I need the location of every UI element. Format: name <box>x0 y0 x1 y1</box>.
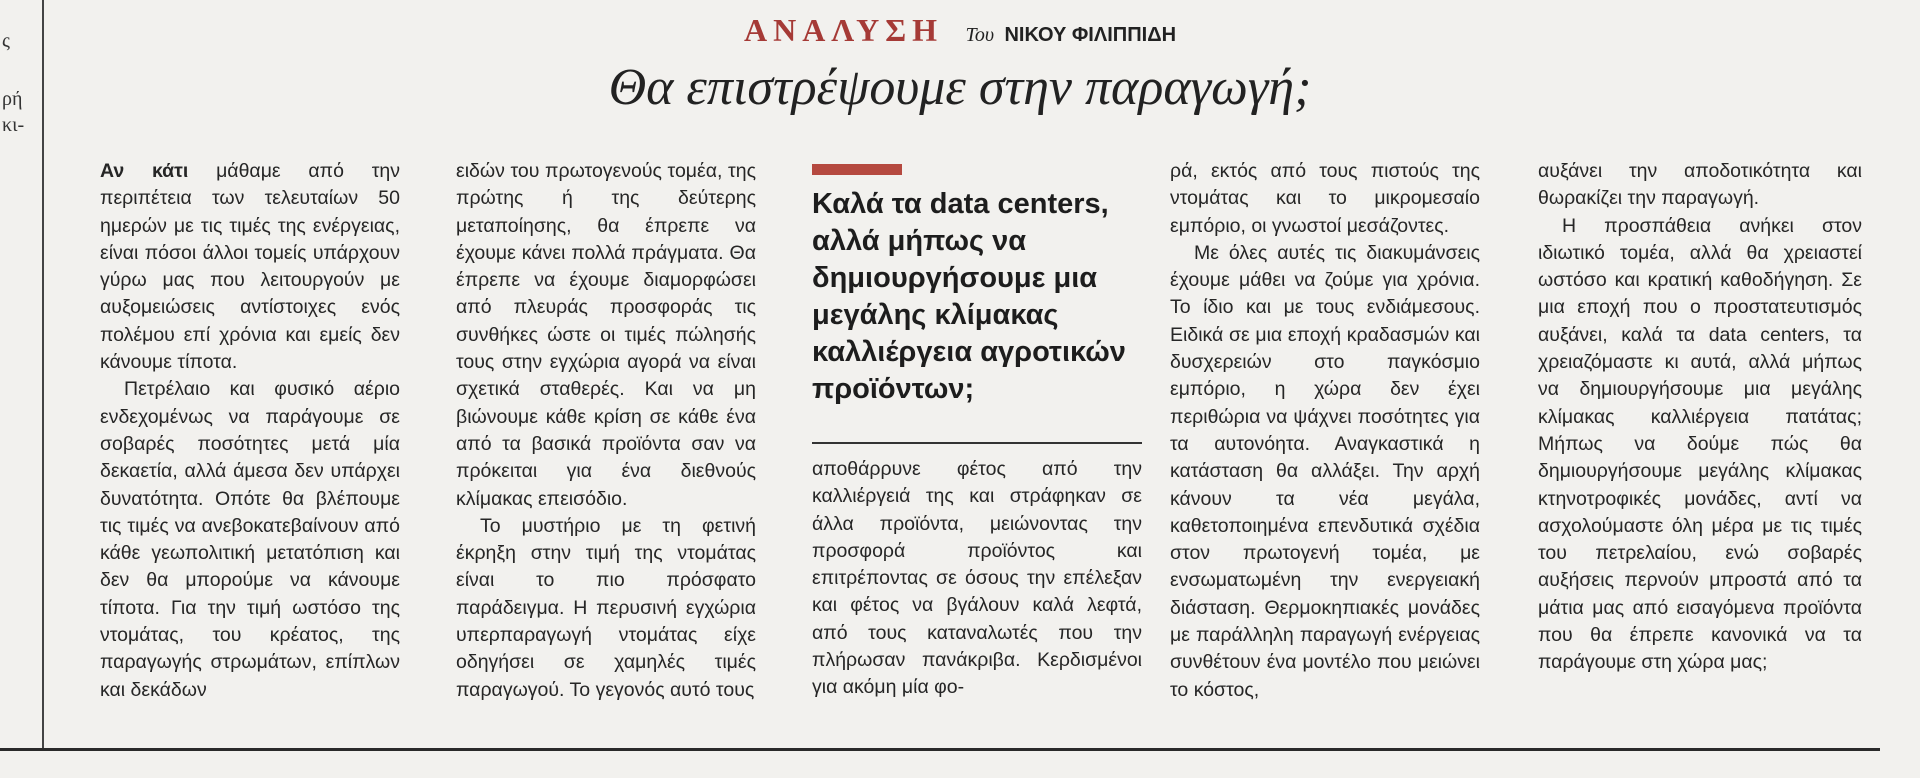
text-column-5 <box>1538 158 1862 718</box>
pull-quote-accent-bar <box>812 164 902 175</box>
section-label: ΑΝΑΛΥΣΗ <box>743 12 944 48</box>
column-2-paragraph-2: Το μυστήριο με τη φετινή έκρηξη στην τιμή της ντομάτας είναι το πιο πρόσφατο παράδειγμα. Η περυσινή εγχώρια υπερπαραγωγή ντομάτας είχε οδηγήσει σε χαμηλές τιμές παραγωγού. Το γεγονός αυτό τους <box>456 514 756 701</box>
column-4-paragraph-2: Με όλες αυτές τις διακυμάνσεις έχουμε μάθει να ζούμε για χρόνια. Το ίδιο και με τους ενδιάμεσους. Ειδικά σε μια εποχή κραδασμών και δυσχερειών στο παγκόσμιο εμπόριο, η χώρα δεν έχει περιθώρια να ψάχνει ποσότητες για τα αυτονόητα. Αναγκαστικά η κατάσταση θα αλλάξει. Την αρχή κάνουν τα νέα μεγάλα, καθετοποιημένα επενδυτικά σχέδια στον πρωτογενή τομέα, με ενσωματωμένη την ενεργειακή διάσταση. Θερμοκηπιακές μονάδες με παράλληλη παραγωγή ενέργειας συνθέτουν ένα μοντέλο που μειώνει το κόστος, <box>1170 241 1480 701</box>
column-5-paragraph-1: αυξάνει την αποδοτικότητα και θωρακίζει την παραγωγή. <box>1538 160 1862 210</box>
left-fragment-1: ς <box>2 30 10 52</box>
byline-prefix: Του <box>965 24 995 46</box>
column-4-paragraph-1: ρά, εκτός από τους πιστούς της ντομάτας και το μικρομεσαίο εμπόριο, οι γνωστοί μεσάζοντες. <box>1170 160 1480 237</box>
column-2-paragraph-1: ειδών του πρωτογενούς τομέα, της πρώτης ή της δεύτερης μεταποίησης, θα έπρεπε να έχουμε κάνει πολλά πράγματα. Θα έπρεπε να έχουμε διαμορφώσει από πλευράς προσφοράς τις συνθήκες ώστε οι τιμές πώλησής τους στην εγχώρια αγορά να είναι σχετικά σταθερές. Και να μη βιώνουμε κάθε κρίση σε κάθε ένα από τα βασικά προϊόντα σαν να πρόκειται για ένα διεθνούς κλίμακας επεισόδιο. <box>456 160 756 510</box>
left-fragment-2: ρή <box>2 88 23 110</box>
pull-quote-rule <box>812 442 1142 444</box>
column-5-paragraph-2: Η προσπάθεια ανήκει στον ιδιωτικό τομέα, αλλά θα χρειαστεί ωστόσο και κρατική καθοδήγηση. Σε μια εποχή που ο προστατευτισμός αυξάνει, καλά τα data centers, τα χρειαζόμαστε κι αυτά, αλλά μήπως να δημιουργήσουμε μια μεγάλης κλίμακας καλλιέργεια πατάτας; Μήπως να δούμε πώς θα δημιουργήσουμε μεγάλης κλίμακας κτηνοτροφικές μονάδες, αντί να ασχολούμαστε όλη μέρα με τις τιμές του πετρελαίου, ενώ σοβαρές αυξήσεις περνούν μπροστά από τα μάτια μας από εισαγόμενα προϊόντα που θα έπρεπε κανονικά να τα παράγουμε στη χώρα μας; <box>1538 214 1862 674</box>
text-column-4 <box>1170 158 1480 718</box>
left-fragment-3: κι- <box>2 114 25 136</box>
column-1-paragraph-1: μάθαμε από την περιπέτεια των τελευταίων 50 ημερών με τις τιμές της ενέργειας, είναι πόσοι άλλοι τομείς υπάρχουν γύρω μας που λειτουργούν με αυξομειώσεις αντίστοιχες ενός πολέμου επί χρόνια και εμείς δεν κάνουμε τίποτα. <box>100 160 400 374</box>
column-3-paragraph-1: αποθάρρυνε φέτος από την καλλιέργειά της και στράφηκαν σε άλλα προϊόντα, μειώνοντας την προσφορά προϊόντος και επιτρέποντας σε όσους την επέλεξαν και φέτος να βγάλουν καλά λεφτά, από τους καταναλωτές που την πλήρωσαν πανάκριβα. Κερδισμένοι για ακόμη μία φο- <box>812 458 1142 699</box>
author-name: ΝΙΚΟΥ ΦΙΛΙΠΠΙΔΗ <box>1004 24 1177 46</box>
text-column-1 <box>100 158 400 718</box>
pull-quote: Καλά τα data centers, αλλά μήπως να δημιουργήσουμε μια μεγάλης κλίμακας καλλιέργεια αγροτικών προϊόντων; <box>812 188 1126 405</box>
article-kicker <box>0 12 1920 49</box>
text-column-3 <box>812 456 1142 718</box>
article-title: Θα επιστρέψουμε στην παραγωγή; <box>608 59 1312 116</box>
text-column-2 <box>456 158 756 718</box>
lead-in: Αν κάτι <box>100 160 189 182</box>
column-1-paragraph-2: Πετρέλαιο και φυσικό αέριο ενδεχομένως να παράγουμε σε σοβαρές ποσότητες μετά μία δεκαετία, αλλά άμεσα δεν υπάρχει δυνατότητα. Οπότε θα βλέπουμε τις τιμές να ανεβοκατεβαίνουν από κάθε γεωπολιτική μετατόπιση και δεν θα μπορούμε να κάνουμε τίποτα. Για την τιμή ωστόσο της ντομάτας, του κρέατος, της παραγωγής στρωμάτων, επίπλων και δεκάδων <box>100 378 400 701</box>
bottom-rule <box>0 748 1880 751</box>
